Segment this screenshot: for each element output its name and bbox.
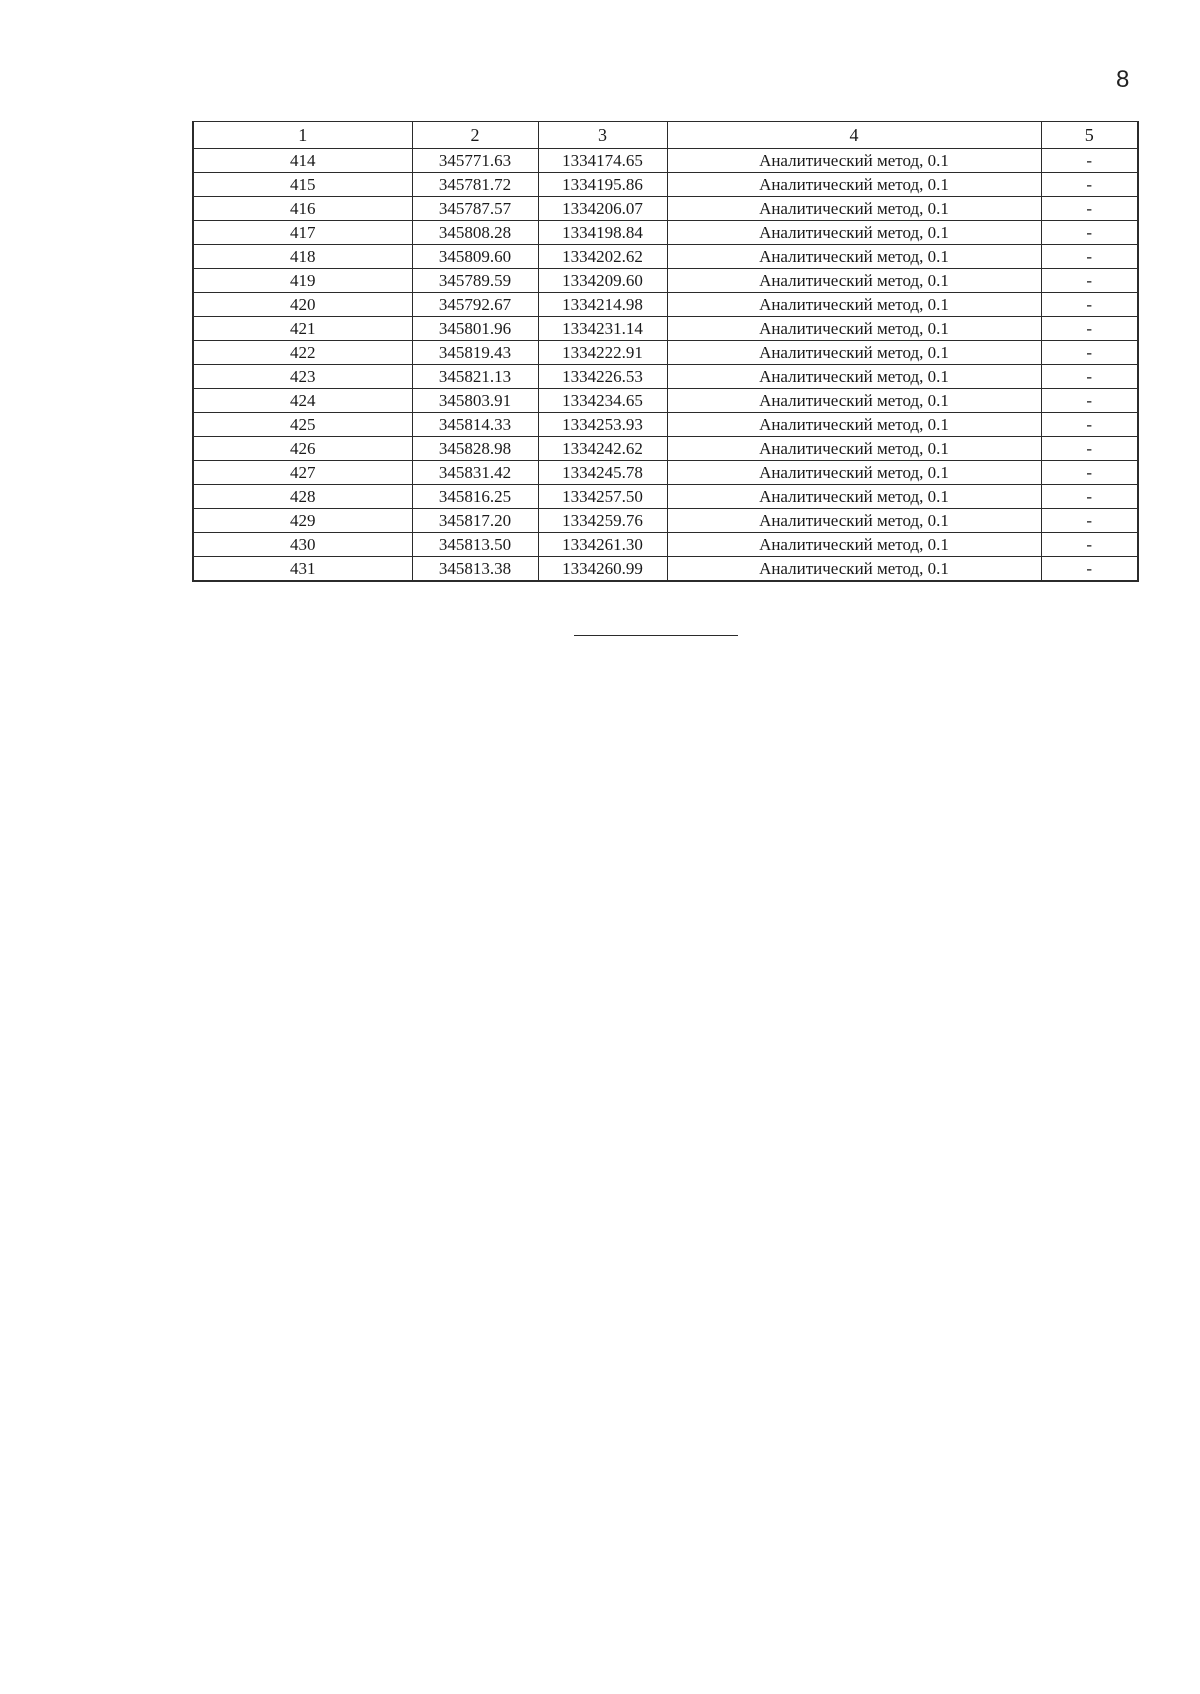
y-coordinate-cell: 1334261.30 bbox=[538, 533, 667, 557]
point-number-cell: 428 bbox=[193, 485, 412, 509]
y-coordinate-cell: 1334231.14 bbox=[538, 317, 667, 341]
end-of-document-rule bbox=[574, 635, 738, 636]
x-coordinate-cell: 345771.63 bbox=[412, 149, 538, 173]
y-coordinate-cell: 1334245.78 bbox=[538, 461, 667, 485]
header-cell-col-3: 3 bbox=[538, 122, 667, 149]
x-coordinate-cell: 345808.28 bbox=[412, 221, 538, 245]
point-number-cell: 430 bbox=[193, 533, 412, 557]
note-cell: - bbox=[1041, 341, 1138, 365]
method-cell: Аналитический метод, 0.1 bbox=[667, 437, 1041, 461]
table-row bbox=[193, 149, 1138, 173]
y-coordinate-cell: 1334209.60 bbox=[538, 269, 667, 293]
x-coordinate-cell: 345821.13 bbox=[412, 365, 538, 389]
method-cell: Аналитический метод, 0.1 bbox=[667, 413, 1041, 437]
point-number-cell: 420 bbox=[193, 293, 412, 317]
table-row bbox=[193, 365, 1138, 389]
method-cell: Аналитический метод, 0.1 bbox=[667, 149, 1041, 173]
table-row bbox=[193, 437, 1138, 461]
point-number-cell: 431 bbox=[193, 557, 412, 582]
table-row bbox=[193, 269, 1138, 293]
method-cell: Аналитический метод, 0.1 bbox=[667, 245, 1041, 269]
table-row bbox=[193, 341, 1138, 365]
y-coordinate-cell: 1334234.65 bbox=[538, 389, 667, 413]
method-cell: Аналитический метод, 0.1 bbox=[667, 341, 1041, 365]
point-number-cell: 423 bbox=[193, 365, 412, 389]
method-cell: Аналитический метод, 0.1 bbox=[667, 485, 1041, 509]
header-cell-col-5: 5 bbox=[1041, 122, 1138, 149]
x-coordinate-cell: 345817.20 bbox=[412, 509, 538, 533]
note-cell: - bbox=[1041, 437, 1138, 461]
x-coordinate-cell: 345781.72 bbox=[412, 173, 538, 197]
table-row bbox=[193, 413, 1138, 437]
x-coordinate-cell: 345813.38 bbox=[412, 557, 538, 582]
note-cell: - bbox=[1041, 413, 1138, 437]
note-cell: - bbox=[1041, 269, 1138, 293]
point-number-cell: 418 bbox=[193, 245, 412, 269]
method-cell: Аналитический метод, 0.1 bbox=[667, 269, 1041, 293]
note-cell: - bbox=[1041, 509, 1138, 533]
y-coordinate-cell: 1334222.91 bbox=[538, 341, 667, 365]
y-coordinate-cell: 1334226.53 bbox=[538, 365, 667, 389]
table-header-row bbox=[193, 122, 1138, 149]
header-cell-col-2: 2 bbox=[412, 122, 538, 149]
note-cell: - bbox=[1041, 461, 1138, 485]
y-coordinate-cell: 1334242.62 bbox=[538, 437, 667, 461]
point-number-cell: 427 bbox=[193, 461, 412, 485]
table-row bbox=[193, 173, 1138, 197]
x-coordinate-cell: 345789.59 bbox=[412, 269, 538, 293]
table-row bbox=[193, 245, 1138, 269]
note-cell: - bbox=[1041, 197, 1138, 221]
table-row bbox=[193, 389, 1138, 413]
header-cell-col-4: 4 bbox=[667, 122, 1041, 149]
y-coordinate-cell: 1334259.76 bbox=[538, 509, 667, 533]
note-cell: - bbox=[1041, 533, 1138, 557]
point-number-cell: 422 bbox=[193, 341, 412, 365]
header-cell-col-1: 1 bbox=[193, 122, 412, 149]
x-coordinate-cell: 345813.50 bbox=[412, 533, 538, 557]
point-number-cell: 414 bbox=[193, 149, 412, 173]
y-coordinate-cell: 1334202.62 bbox=[538, 245, 667, 269]
note-cell: - bbox=[1041, 173, 1138, 197]
table-row bbox=[193, 461, 1138, 485]
note-cell: - bbox=[1041, 293, 1138, 317]
y-coordinate-cell: 1334198.84 bbox=[538, 221, 667, 245]
point-number-cell: 429 bbox=[193, 509, 412, 533]
method-cell: Аналитический метод, 0.1 bbox=[667, 317, 1041, 341]
note-cell: - bbox=[1041, 317, 1138, 341]
note-cell: - bbox=[1041, 149, 1138, 173]
method-cell: Аналитический метод, 0.1 bbox=[667, 533, 1041, 557]
method-cell: Аналитический метод, 0.1 bbox=[667, 365, 1041, 389]
note-cell: - bbox=[1041, 221, 1138, 245]
table-row bbox=[193, 293, 1138, 317]
x-coordinate-cell: 345803.91 bbox=[412, 389, 538, 413]
table-row bbox=[193, 317, 1138, 341]
note-cell: - bbox=[1041, 389, 1138, 413]
method-cell: Аналитический метод, 0.1 bbox=[667, 557, 1041, 582]
x-coordinate-cell: 345814.33 bbox=[412, 413, 538, 437]
page-number: 8 bbox=[1116, 66, 1130, 93]
table-body bbox=[193, 122, 1138, 582]
note-cell: - bbox=[1041, 485, 1138, 509]
method-cell: Аналитический метод, 0.1 bbox=[667, 461, 1041, 485]
x-coordinate-cell: 345816.25 bbox=[412, 485, 538, 509]
x-coordinate-cell: 345809.60 bbox=[412, 245, 538, 269]
y-coordinate-cell: 1334260.99 bbox=[538, 557, 667, 582]
point-number-cell: 426 bbox=[193, 437, 412, 461]
method-cell: Аналитический метод, 0.1 bbox=[667, 509, 1041, 533]
note-cell: - bbox=[1041, 245, 1138, 269]
method-cell: Аналитический метод, 0.1 bbox=[667, 197, 1041, 221]
x-coordinate-cell: 345792.67 bbox=[412, 293, 538, 317]
y-coordinate-cell: 1334257.50 bbox=[538, 485, 667, 509]
point-number-cell: 416 bbox=[193, 197, 412, 221]
method-cell: Аналитический метод, 0.1 bbox=[667, 293, 1041, 317]
note-cell: - bbox=[1041, 557, 1138, 582]
x-coordinate-cell: 345828.98 bbox=[412, 437, 538, 461]
table-row bbox=[193, 485, 1138, 509]
method-cell: Аналитический метод, 0.1 bbox=[667, 221, 1041, 245]
table-row bbox=[193, 557, 1138, 582]
table-row bbox=[193, 533, 1138, 557]
table-row bbox=[193, 221, 1138, 245]
point-number-cell: 415 bbox=[193, 173, 412, 197]
point-number-cell: 425 bbox=[193, 413, 412, 437]
table-row bbox=[193, 197, 1138, 221]
x-coordinate-cell: 345819.43 bbox=[412, 341, 538, 365]
table-row bbox=[193, 509, 1138, 533]
note-cell: - bbox=[1041, 365, 1138, 389]
y-coordinate-cell: 1334214.98 bbox=[538, 293, 667, 317]
method-cell: Аналитический метод, 0.1 bbox=[667, 173, 1041, 197]
point-number-cell: 424 bbox=[193, 389, 412, 413]
method-cell: Аналитический метод, 0.1 bbox=[667, 389, 1041, 413]
coordinates-table bbox=[192, 121, 1139, 582]
x-coordinate-cell: 345787.57 bbox=[412, 197, 538, 221]
y-coordinate-cell: 1334195.86 bbox=[538, 173, 667, 197]
point-number-cell: 417 bbox=[193, 221, 412, 245]
x-coordinate-cell: 345801.96 bbox=[412, 317, 538, 341]
y-coordinate-cell: 1334206.07 bbox=[538, 197, 667, 221]
y-coordinate-cell: 1334174.65 bbox=[538, 149, 667, 173]
y-coordinate-cell: 1334253.93 bbox=[538, 413, 667, 437]
point-number-cell: 421 bbox=[193, 317, 412, 341]
point-number-cell: 419 bbox=[193, 269, 412, 293]
x-coordinate-cell: 345831.42 bbox=[412, 461, 538, 485]
